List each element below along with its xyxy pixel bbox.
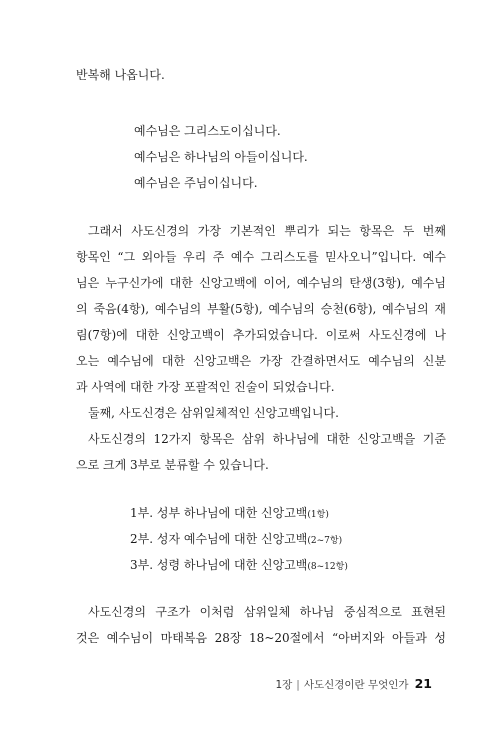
footer-chapter-title: 사도신경이란 무엇인가 xyxy=(303,679,409,691)
text-line: 둘째, 사도신경은 삼위일체적인 신앙고백입니다. xyxy=(88,406,339,420)
footer-chapter: 1장 xyxy=(275,679,293,691)
text-line: 림(7항)에 대한 신앙고백이 추가되었습니다. 이로써 사도신경에 나 xyxy=(76,328,446,342)
creed-statement: 예수님은 그리스도이십니다. xyxy=(134,124,281,138)
creed-part-label: 1부. 성부 하나님에 대한 신앙고백 xyxy=(130,506,308,520)
creed-part-note: (2~7항) xyxy=(307,536,343,546)
text-line: 것은 예수님이 마태복음 28장 18~20절에서 “아버지와 아들과 성 xyxy=(76,631,446,645)
creed-part-note: (8~12항) xyxy=(307,562,348,572)
page-number: 21 xyxy=(414,676,432,691)
text-line: 과 사역에 대한 가장 포괄적인 진술이 되었습니다. xyxy=(76,380,335,394)
text-line: 사도신경의 구조가 이처럼 삼위일체 하나님 중심적으로 표현된 xyxy=(88,605,446,619)
creed-part xyxy=(130,557,500,575)
creed-part xyxy=(130,505,500,523)
creed-part xyxy=(130,531,500,549)
creed-statement: 예수님은 하나님의 아들이십니다. xyxy=(134,150,308,164)
creed-part-note: (1항) xyxy=(307,510,329,520)
text-line: 사도신경의 12가지 항목은 삼위 하나님에 대한 신앙고백을 기준 xyxy=(88,432,446,446)
creed-statement: 예수님은 주님이십니다. xyxy=(134,176,258,190)
text-line: 으로 크게 3부로 분류할 수 있습니다. xyxy=(76,458,269,472)
page-footer xyxy=(275,676,432,692)
text-line: 항목인 “그 외아들 우리 주 예수 그리스도를 믿사오니”입니다. 예수 xyxy=(76,250,446,264)
text-line: 그래서 사도신경의 가장 기본적인 뿌리가 되는 항목은 두 번째 xyxy=(88,224,446,238)
text-line: 반복해 나옵니다. xyxy=(76,68,165,82)
footer-separator: | xyxy=(296,679,300,691)
creed-part-label: 3부. 성령 하나님에 대한 신앙고백 xyxy=(130,558,308,572)
creed-part-label: 2부. 성자 예수님에 대한 신앙고백 xyxy=(130,532,308,546)
text-line: 오는 예수님에 대한 신앙고백은 가장 간결하면서도 예수님의 신분 xyxy=(76,354,446,368)
text-line: 님은 누구신가에 대한 신앙고백에 이어, 예수님의 탄생(3항), 예수님 xyxy=(76,276,446,290)
text-line: 의 죽음(4항), 예수님의 부활(5항), 예수님의 승천(6항), 예수님의 재 xyxy=(76,302,446,316)
